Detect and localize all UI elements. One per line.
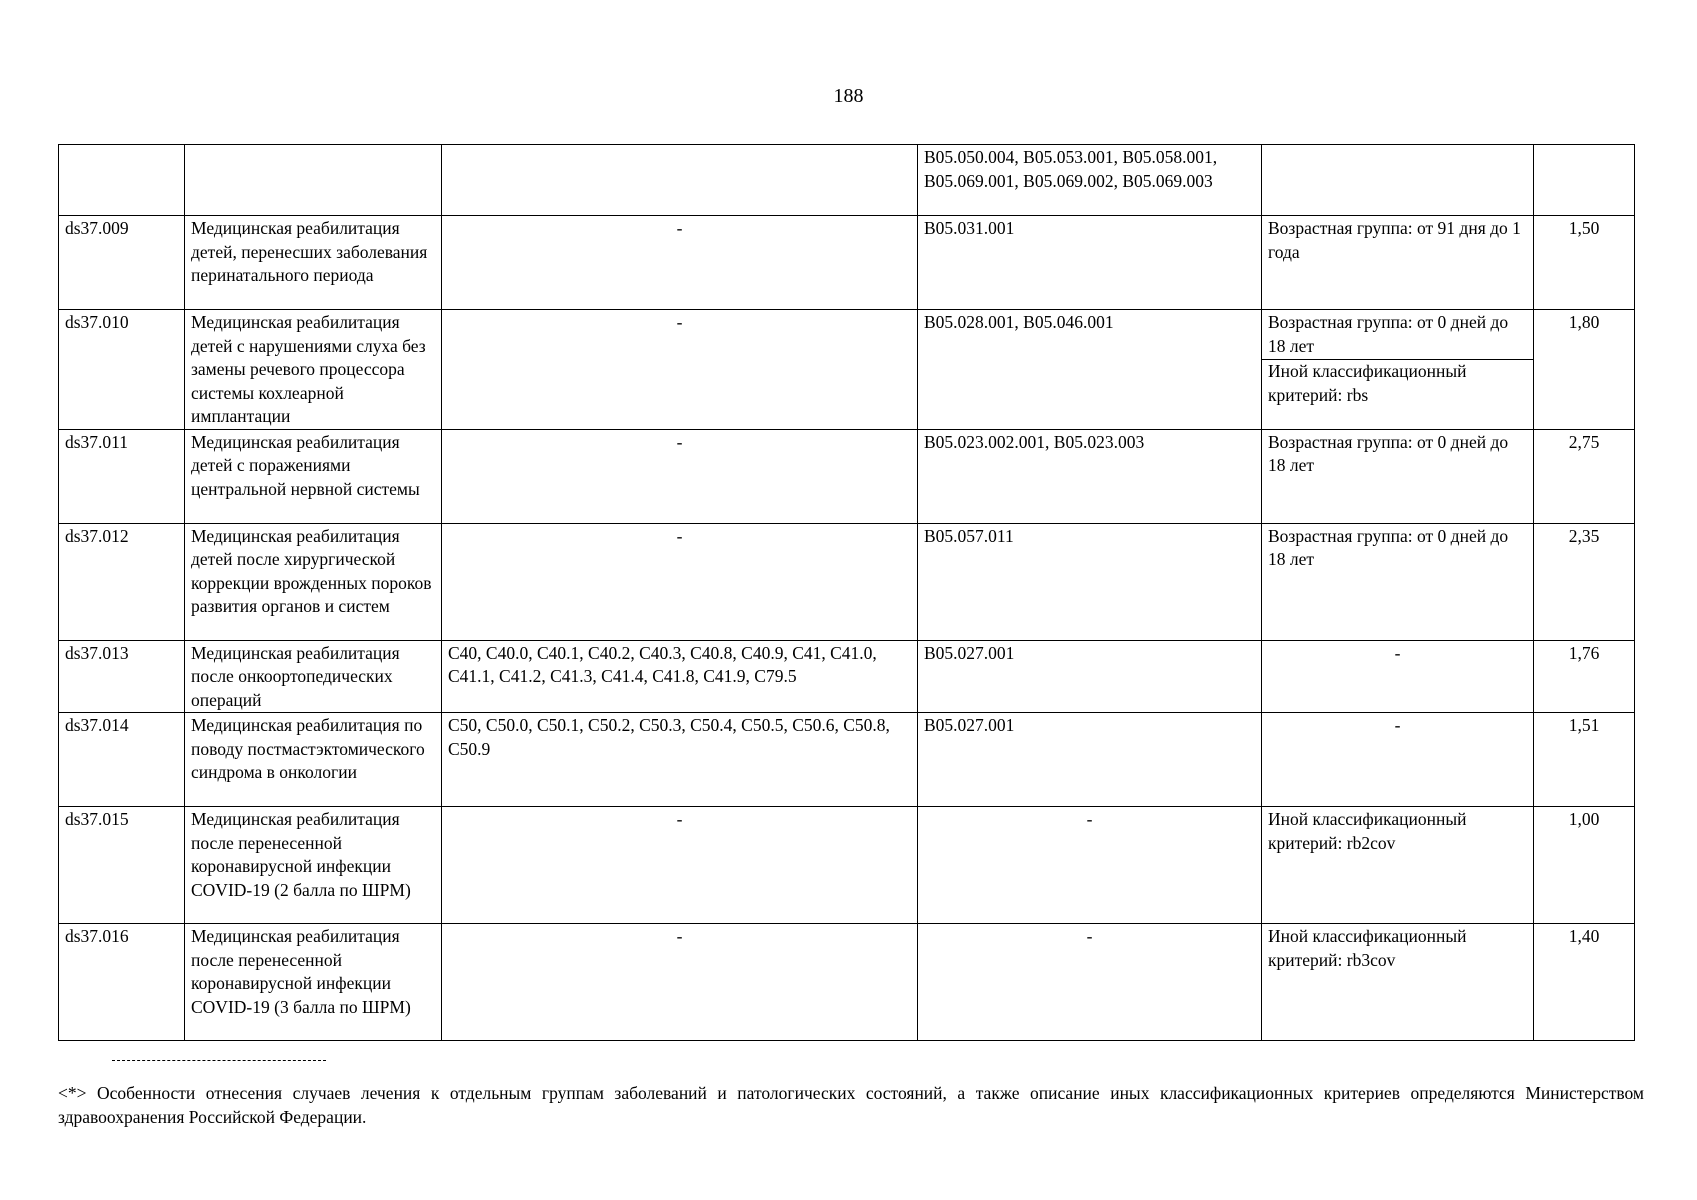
tariff-table [58, 144, 1635, 1041]
cell-code: ds37.015 [59, 807, 185, 924]
cell-code [59, 145, 185, 216]
table-row [59, 713, 1635, 807]
table-row [59, 807, 1635, 924]
cell-coefficient: 1,51 [1534, 713, 1635, 807]
cell-services: В05.050.004, В05.053.001, В05.058.001, В05.069.001, В05.069.002, В05.069.003 [918, 145, 1262, 216]
table-row [59, 310, 1635, 430]
criterion-text: Возрастная группа: от 0 дней до 18 лет [1268, 312, 1509, 356]
criterion-text: Возрастная группа: от 0 дней до 18 лет [1268, 525, 1509, 569]
cell-services: В05.031.001 [918, 216, 1262, 310]
criterion-text: - [1394, 715, 1401, 735]
cell-coefficient: 1,40 [1534, 924, 1635, 1041]
cell-services: В05.027.001 [918, 713, 1262, 807]
cell-name: Медицинская реабилитация детей, перенесших заболевания перинатального периода [185, 216, 442, 310]
cell-name: Медицинская реабилитация после перенесенной коронавирусной инфекции COVID-19 (2 балла по ШРМ) [185, 807, 442, 924]
criterion-text: Иной классификационный критерий: rb3cov [1268, 926, 1467, 970]
cell-coefficient: 1,80 [1534, 310, 1635, 430]
cell-criteria [1262, 216, 1534, 310]
footnote-text: <*> Особенности отнесения случаев лечения к отдельным группам заболеваний и патологических состояний, а также описание иных классификационных критериев определяются Министерством здравоохранения Российской Федерации. [58, 1083, 1644, 1127]
criterion-text: Возрастная группа: от 0 дней до 18 лет [1268, 431, 1509, 475]
cell-services: В05.027.001 [918, 640, 1262, 713]
cell-diagnoses: - [442, 924, 918, 1041]
table-row [59, 216, 1635, 310]
footnote-separator [112, 1060, 326, 1061]
cell-name: Медицинская реабилитация после перенесенной коронавирусной инфекции COVID-19 (3 балла по ШРМ) [185, 924, 442, 1041]
table-row [59, 523, 1635, 640]
cell-services: - [918, 924, 1262, 1041]
cell-name: Медицинская реабилитация детей с нарушениями слуха без замены речевого процессора системы кохлеарной имплантации [185, 310, 442, 430]
cell-coefficient: 2,35 [1534, 523, 1635, 640]
cell-name: Медицинская реабилитация после онкоортопедических операций [185, 640, 442, 713]
cell-diagnoses: - [442, 310, 918, 430]
cell-code: ds37.013 [59, 640, 185, 713]
page-number: 188 [833, 85, 864, 107]
cell-criteria [1262, 145, 1534, 216]
cell-coefficient: 1,50 [1534, 216, 1635, 310]
cell-criteria [1262, 640, 1534, 713]
cell-diagnoses: - [442, 807, 918, 924]
table-row [59, 924, 1635, 1041]
cell-coefficient [1534, 145, 1635, 216]
cell-name: Медицинская реабилитация детей с поражениями центральной нервной системы [185, 429, 442, 523]
cell-name: Медицинская реабилитация детей после хирургической коррекции врожденных пороков развития органов и систем [185, 523, 442, 640]
cell-criteria [1262, 807, 1534, 924]
cell-code: ds37.014 [59, 713, 185, 807]
criterion-text: Иной классификационный критерий: rb2cov [1268, 809, 1467, 853]
table-row [59, 145, 1635, 216]
cell-services: В05.028.001, В05.046.001 [918, 310, 1262, 430]
cell-diagnoses: - [442, 216, 918, 310]
table-body [59, 145, 1635, 1041]
cell-services: В05.057.011 [918, 523, 1262, 640]
cell-criteria [1262, 713, 1534, 807]
criterion-text: Возрастная группа: от 91 дня до 1 года [1268, 218, 1521, 262]
cell-criteria [1262, 310, 1534, 430]
cell-diagnoses: - [442, 523, 918, 640]
cell-diagnoses [442, 145, 918, 216]
cell-diagnoses: - [442, 429, 918, 523]
cell-name [185, 145, 442, 216]
cell-name: Медицинская реабилитация по поводу постмастэктомического синдрома в онкологии [185, 713, 442, 807]
cell-criteria [1262, 429, 1534, 523]
table-row [59, 429, 1635, 523]
cell-code: ds37.011 [59, 429, 185, 523]
cell-code: ds37.009 [59, 216, 185, 310]
cell-diagnoses: С40, С40.0, С40.1, С40.2, С40.3, С40.8, С40.9, С41, С41.0, С41.1, С41.2, С41.3, С41.4, С41.8, С41.9, С79.5 [442, 640, 918, 713]
cell-criteria [1262, 523, 1534, 640]
cell-coefficient: 2,75 [1534, 429, 1635, 523]
cell-criteria [1262, 924, 1534, 1041]
table-row [59, 640, 1635, 713]
cell-services: - [918, 807, 1262, 924]
cell-code: ds37.010 [59, 310, 185, 430]
cell-coefficient: 1,76 [1534, 640, 1635, 713]
cell-code: ds37.012 [59, 523, 185, 640]
cell-code: ds37.016 [59, 924, 185, 1041]
criterion-text: - [1394, 642, 1401, 663]
cell-coefficient: 1,00 [1534, 807, 1635, 924]
cell-diagnoses: С50, С50.0, С50.1, С50.2, С50.3, С50.4, С50.5, С50.6, С50.8, С50.9 [442, 713, 918, 807]
cell-services: В05.023.002.001, В05.023.003 [918, 429, 1262, 523]
criterion-text: Иной классификационный критерий: rbs [1262, 359, 1533, 407]
